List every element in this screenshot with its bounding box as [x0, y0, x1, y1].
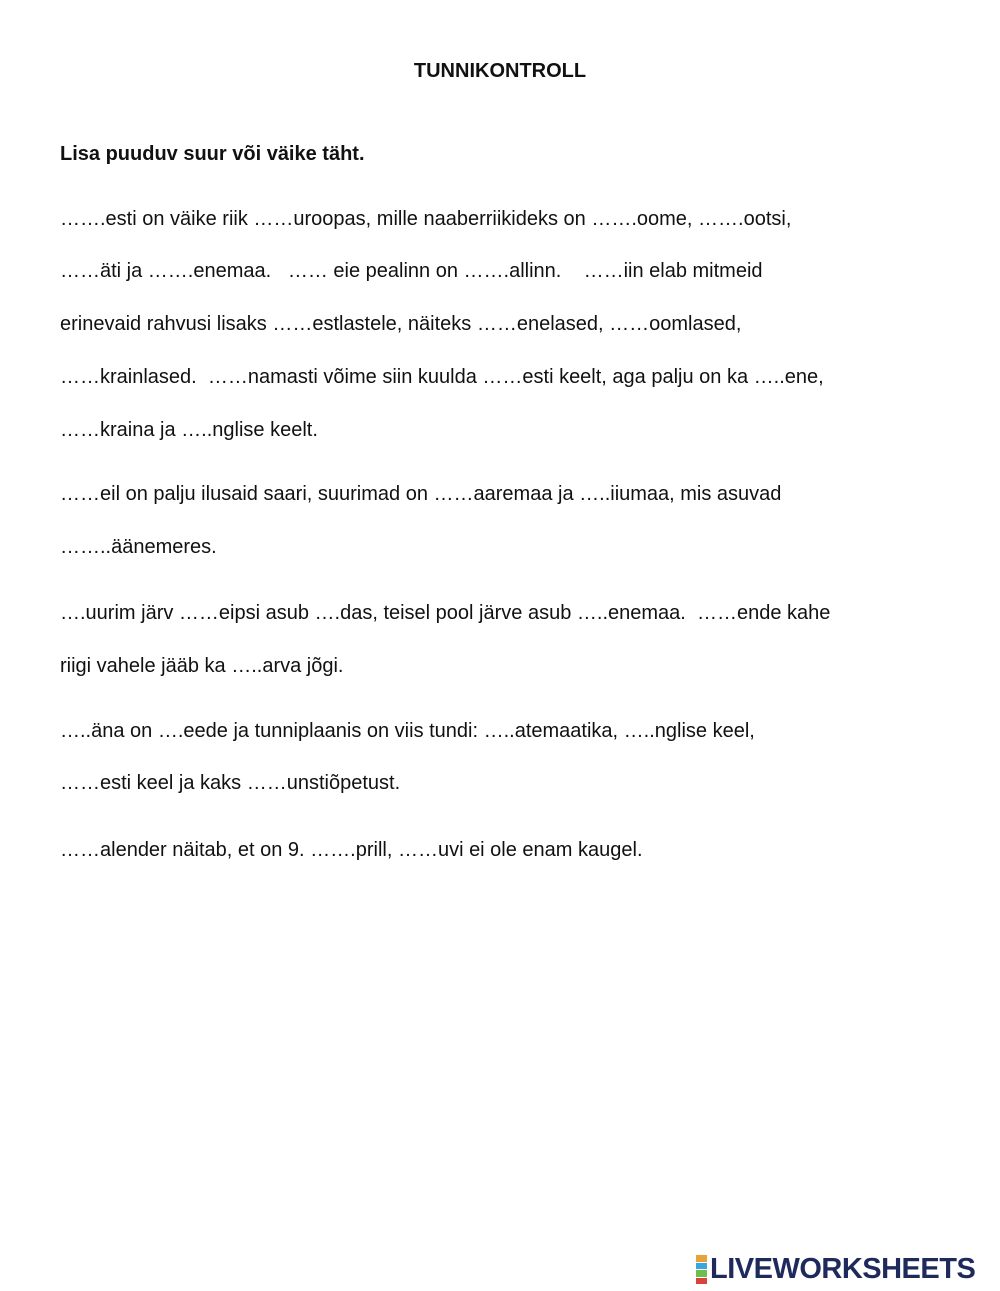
- liveworksheets-logo: [696, 1253, 975, 1286]
- text-line: erinevaid rahvusi lisaks ……estlastele, näiteks ……enelased, ……oomlased,: [60, 313, 742, 335]
- logo-block-v: [696, 1270, 707, 1277]
- text-line: …..äna on ….eede ja tunniplaanis on viis tundi: …..atemaatika, …..nglise keel,: [60, 720, 755, 742]
- logo-block-e: [696, 1278, 707, 1285]
- text-line: ….uurim järv ……eipsi asub ….das, teisel pool järve asub …..enemaa. ……ende kahe: [60, 602, 831, 624]
- text-line: ……..äänemeres.: [60, 536, 217, 558]
- logo-block-l: [696, 1255, 707, 1262]
- text-line: ……esti keel ja kaks ……unstiõpetust.: [60, 772, 401, 794]
- text-line: ……äti ja …….enemaa. …… eie pealinn on …….allinn. ……iin elab mitmeid: [60, 260, 763, 282]
- text-line: riigi vahele jääb ka …..arva jõgi.: [60, 655, 344, 677]
- text-line: …….esti on väike riik ……uroopas, mille naaberriikideks on …….oome, …….ootsi,: [60, 208, 792, 230]
- logo-block-i: [696, 1263, 707, 1270]
- instruction-text: Lisa puuduv suur või väike täht.: [60, 143, 365, 165]
- text-line: ……eil on palju ilusaid saari, suurimad on ……aaremaa ja …..iiumaa, mis asuvad: [60, 483, 782, 505]
- text-line: ……kraina ja …..nglise keelt.: [60, 419, 318, 441]
- worksheet-title: TUNNIKONTROLL: [413, 60, 587, 82]
- logo-blocks-icon: [696, 1255, 707, 1284]
- text-line: ……alender näitab, et on 9. …….prill, ……uvi ei ole enam kaugel.: [60, 839, 643, 861]
- logo-text: LIVEWORKSHEETS: [710, 1253, 976, 1285]
- text-line: ……krainlased. ……namasti võime siin kuulda ……esti keelt, aga palju on ka …..ene,: [60, 366, 824, 388]
